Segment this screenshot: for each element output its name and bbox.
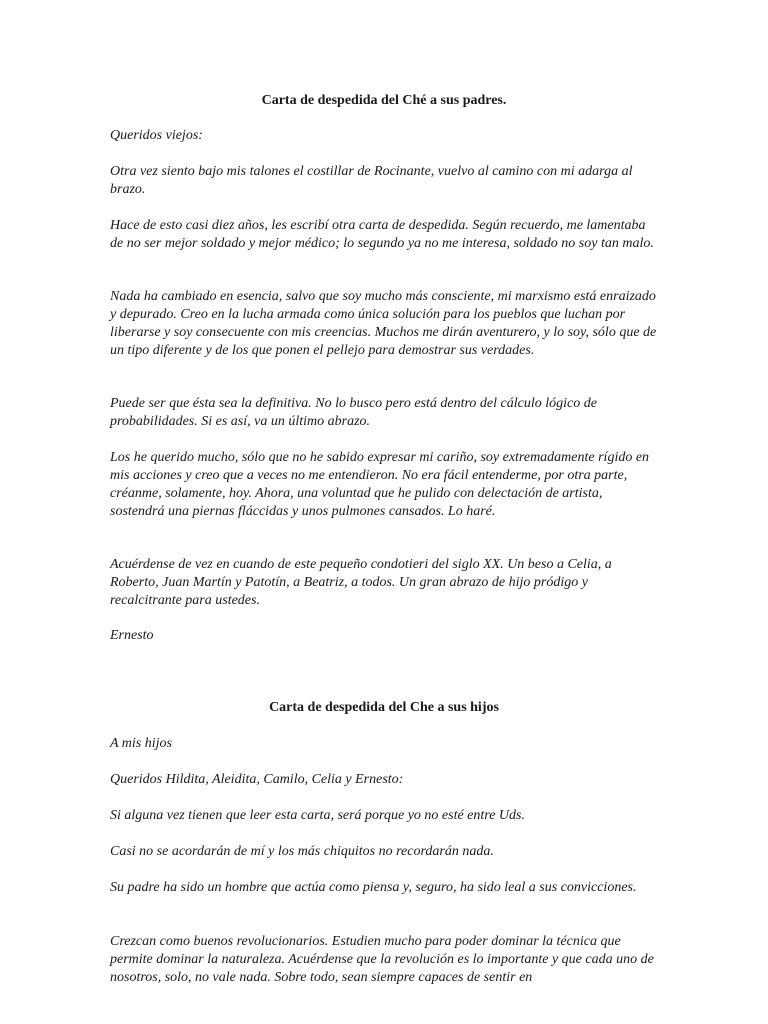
letter1-greeting: Queridos viejos:: [110, 128, 203, 143]
letter1-paragraph-1: Otra vez siento bajo mis talones el costillar de Rocinante, vuelvo al camino con mi adarga al brazo.: [110, 164, 633, 197]
letter1-paragraph-4: Puede ser que ésta sea la definitiva. No lo busco pero está dentro del cálculo lógico de probabilidades. Si es así, va un último abrazo.: [110, 396, 597, 429]
letter2-paragraph-1: Si alguna vez tienen que leer esta carta, será porque yo no esté entre Uds.: [110, 808, 525, 823]
letter2-greeting: Queridos Hildita, Aleidita, Camilo, Celia y Ernesto:: [110, 772, 404, 787]
letter2-dedication: A mis hijos: [110, 736, 172, 751]
letter1-signature: Ernesto: [110, 628, 154, 643]
letter2-paragraph-4: Crezcan como buenos revolucionarios. Estudien mucho para poder dominar la técnica que permite dominar la naturaleza. Acuérdense que la revolución es lo importante y que cada uno de nosotros, solo, no vale nada. Sobre todo, sean siempre capaces de sentir en: [110, 934, 654, 985]
letter2-title: Carta de despedida del Che a sus hijos: [269, 700, 499, 715]
letter1-paragraph-3: Nada ha cambiado en esencia, salvo que soy mucho más consciente, mi marxismo está enraizado y depurado. Creo en la lucha armada como única solución para los pueblos que luchan por liberarse y soy consecuente con mis creencias. Muchos me dirán aventurero, y lo soy, sólo que de un tipo diferente y de los que ponen el pellejo para demostrar sus verdades.: [110, 289, 657, 358]
letter2-paragraph-3: Su padre ha sido un hombre que actúa como piensa y, seguro, ha sido leal a sus convicciones.: [110, 880, 637, 895]
letter2-paragraph-2: Casi no se acordarán de mí y los más chiquitos no recordarán nada.: [110, 844, 494, 859]
letter1-paragraph-2: Hace de esto casi diez años, les escribí otra carta de despedida. Según recuerdo, me lamentaba de no ser mejor soldado y mejor médico; lo segundo ya no me interesa, soldado no soy tan malo.: [110, 218, 654, 251]
letter1-paragraph-6: Acuérdense de vez en cuando de este pequeño condotieri del siglo XX. Un beso a Celia, a Roberto, Juan Martín y Patotín, a Beatriz, a todos. Un gran abrazo de hijo pródigo y recalcitrante para ustedes.: [110, 557, 612, 608]
letter1-paragraph-5: Los he querido mucho, sólo que no he sabido expresar mi cariño, soy extremadamente rígido en mis acciones y creo que a veces no me entendieron. No era fácil entenderme, por otra parte, créanme, solamente, hoy. Ahora, una voluntad que he pulido con delectación de artista, sostendrá una piernas fláccidas y unos pulmones cansados. Lo haré.: [110, 450, 650, 519]
letter1-title: Carta de despedida del Ché a sus padres.: [261, 93, 507, 108]
